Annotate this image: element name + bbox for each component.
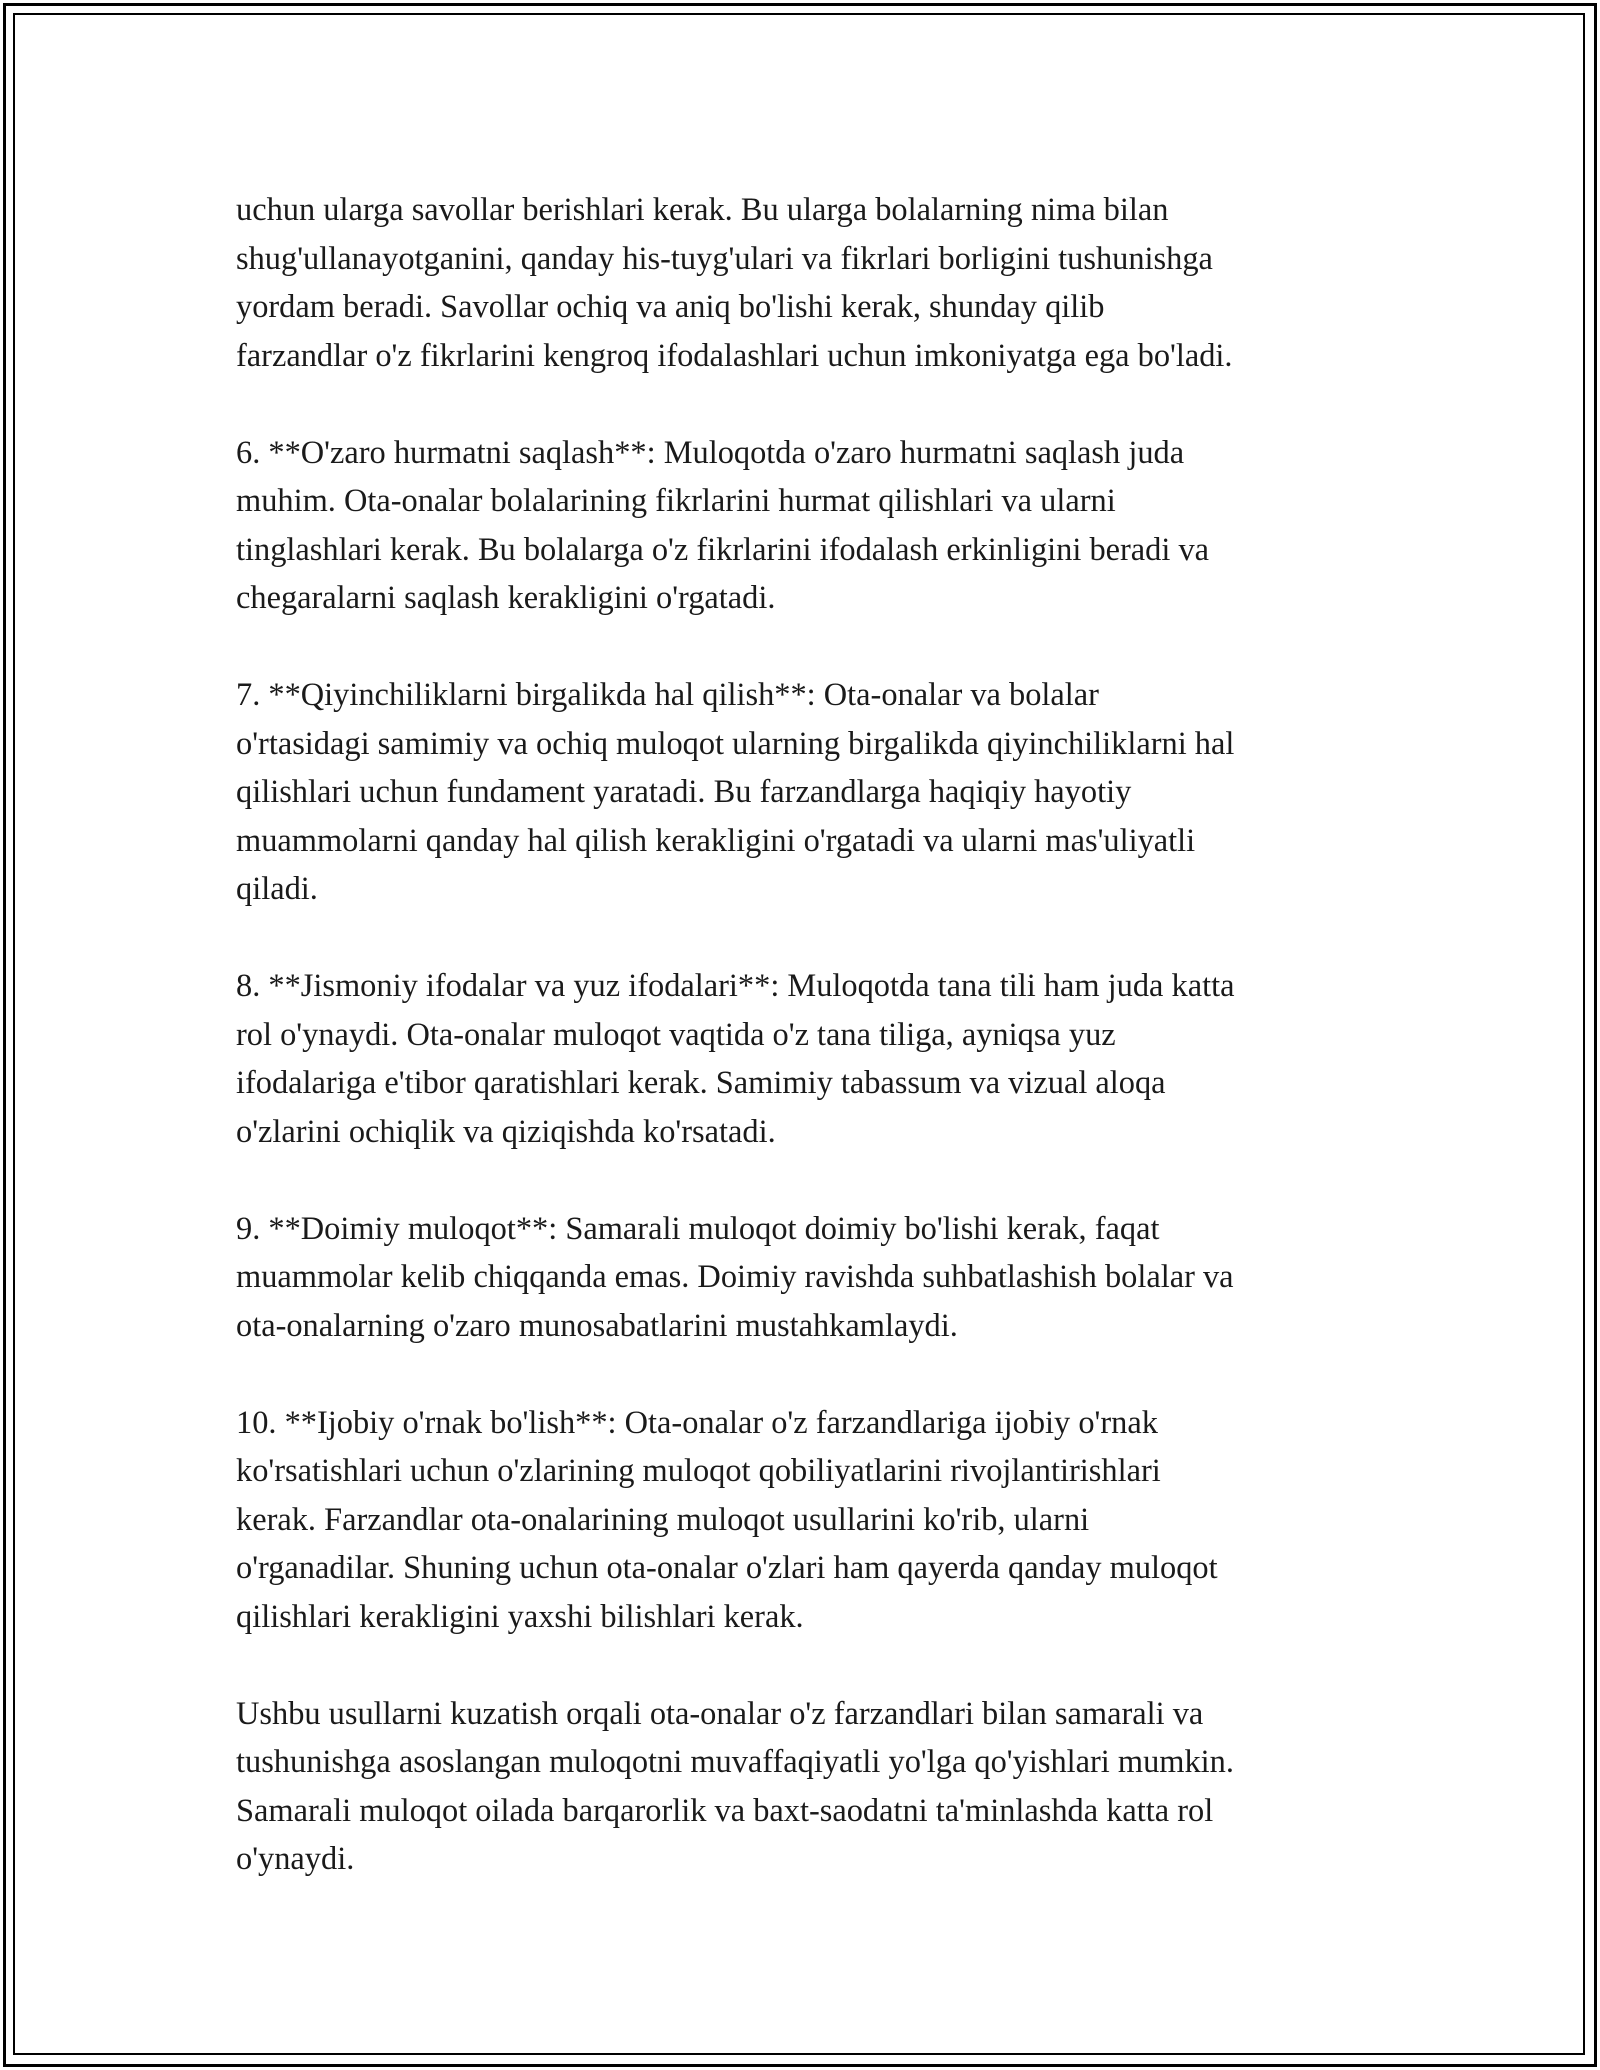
text-line: ifodalariga e'tibor qaratishlari kerak. Samimiy tabassum va vizual aloqa [236, 1065, 1166, 1101]
text-line: 6. **O'zaro hurmatni saqlash**: Muloqotda o'zaro hurmatni saqlash juda [236, 434, 1185, 471]
text-line: farzandlar o'z fikrlarini kengroq ifodalashlari uchun imkoniyatga ega bo'ladi. [236, 337, 1233, 374]
text-line: ko'rsatishlari uchun o'zlarining muloqot qobiliyatlarini rivojlantirishlari [236, 1453, 1161, 1489]
paragraph-item-10 [236, 1399, 1406, 1642]
text-line: muammolar kelib chiqqanda emas. Doimiy ravishda suhbatlashish bolalar va [236, 1259, 1234, 1295]
text-line: kerak. Farzandlar ota-onalarining muloqot usullarini ko'rib, ularni [236, 1501, 1090, 1538]
text-line: 9. **Doimiy muloqot**: Samarali muloqot doimiy bo'lishi kerak, faqat [236, 1210, 1160, 1247]
text-line: yordam beradi. Savollar ochiq va aniq bo'lishi kerak, shunday qilib [236, 289, 1105, 325]
paragraph-conclusion [236, 1690, 1406, 1884]
text-line: rol o'ynaydi. Ota-onalar muloqot vaqtida o'z tana tiliga, ayniqsa yuz [236, 1016, 1116, 1053]
text-line: qilishlari uchun fundament yaratadi. Bu farzandlarga haqiqiy hayotiy [236, 774, 1132, 810]
text-line: o'rganadilar. Shuning uchun ota-onalar o'zlari ham qayerda qanday muloqot [236, 1550, 1218, 1586]
text-line: ota-onalarning o'zaro munosabatlarini mustahkamlaydi. [236, 1307, 958, 1344]
text-line: muhim. Ota-onalar bolalarining fikrlarini hurmat qilishlari va ularni [236, 483, 1116, 519]
text-line: o'rtasidagi samimiy va ochiq muloqot ularning birgalikda qiyinchiliklarni hal [236, 725, 1235, 762]
text-line: 8. **Jismoniy ifodalar va yuz ifodalari**: Muloqotda tana tili ham juda katta [236, 968, 1235, 1004]
text-line: qilishlari kerakligini yaxshi bilishlari kerak. [236, 1598, 804, 1635]
text-line: chegaralarni saqlash kerakligini o'rgatadi. [236, 580, 776, 616]
text-line: tushunishga asoslangan muloqotni muvaffaqiyatli yo'lga qo'yishlari mumkin. [236, 1744, 1234, 1780]
text-line: shug'ullanayotganini, qanday his-tuyg'ulari va fikrlari borligini tushunishga [236, 240, 1213, 277]
text-line: muammolarni qanday hal qilish kerakligini o'rgatadi va ularni mas'uliyatli [236, 822, 1196, 859]
text-line: qiladi. [236, 871, 318, 907]
text-line: Ushbu usullarni kuzatish orqali ota-onalar o'z farzandlari bilan samarali va [236, 1695, 1204, 1732]
text-line: 10. **Ijobiy o'rnak bo'lish**: Ota-onalar o'z farzandlariga ijobiy o'rnak [236, 1404, 1158, 1441]
paragraph-intro-continuation [236, 186, 1406, 380]
paragraph-item-9 [236, 1205, 1406, 1351]
text-line: uchun ularga savollar berishlari kerak. Bu ularga bolalarning nima bilan [236, 192, 1169, 228]
text-line: o'zlarini ochiqlik va qiziqishda ko'rsatadi. [236, 1113, 776, 1150]
paragraph-item-6 [236, 429, 1406, 623]
paragraph-item-7 [236, 671, 1406, 914]
document-body [236, 186, 1406, 1932]
paragraph-item-8 [236, 962, 1406, 1156]
text-line: tinglashlari kerak. Bu bolalarga o'z fikrlarini ifodalash erkinligini beradi va [236, 531, 1210, 568]
text-line: 7. **Qiyinchiliklarni birgalikda hal qilish**: Ota-onalar va bolalar [236, 677, 1099, 713]
text-line: o'ynaydi. [236, 1841, 355, 1877]
text-line: Samarali muloqot oilada barqarorlik va baxt-saodatni ta'minlashda katta rol [236, 1792, 1214, 1829]
